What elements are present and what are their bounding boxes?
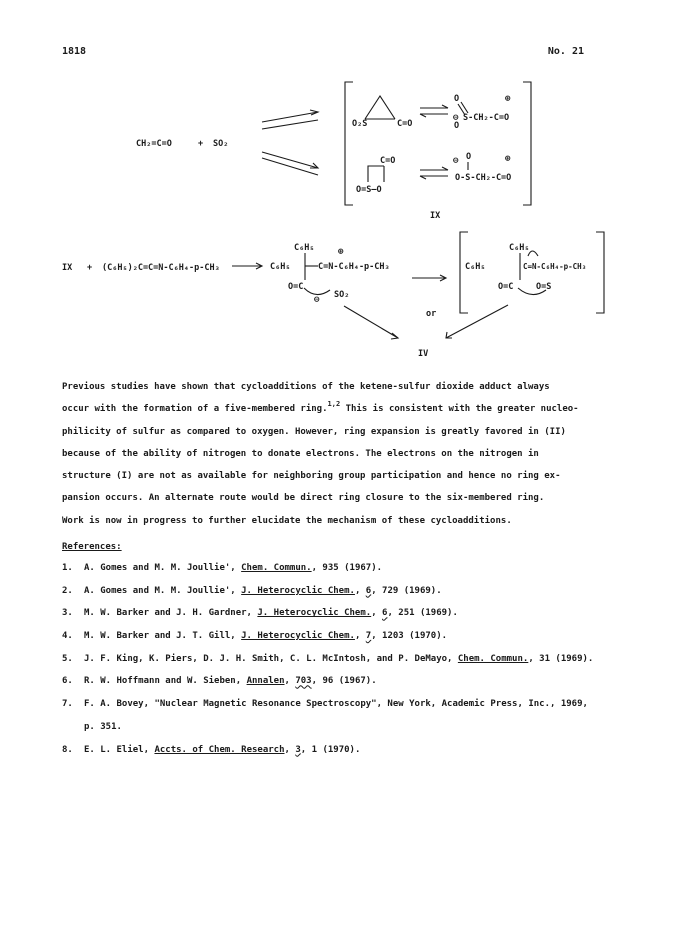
citation-superscript: 1,2 bbox=[327, 400, 341, 409]
adduct-minus: ⊖ bbox=[314, 295, 320, 305]
ring3-left: O₂S bbox=[352, 119, 368, 129]
reference-item: 8. E. L. Eliel, Accts. of Chem. Research, 3, 1 (1970). bbox=[62, 744, 361, 755]
volume: 6 bbox=[365, 585, 372, 596]
oxygen-2: O bbox=[466, 152, 472, 162]
journal-name: J. Heterocyclic Chem. bbox=[257, 608, 372, 619]
body-paragraph bbox=[62, 376, 622, 532]
ring4-top: C=O bbox=[380, 156, 396, 166]
bracket-ring: O=C bbox=[498, 282, 514, 292]
reference-continuation: p. 351. bbox=[84, 721, 122, 732]
adduct-plus: ⊕ bbox=[338, 247, 344, 257]
plus-sign: + bbox=[198, 139, 204, 149]
reference-item: 6. R. W. Hoffmann and W. Sieben, Annalen, 703, 96 (1967). bbox=[62, 676, 377, 687]
adduct-left: C₆H₅ bbox=[270, 262, 291, 272]
references-heading: References: bbox=[62, 542, 122, 552]
intermediate-label: IX bbox=[430, 211, 441, 221]
paragraph-line: structure (I) are not as available for neighboring group participation and hence no ring ex- bbox=[62, 471, 561, 482]
plus-charge-1: ⊕ bbox=[505, 94, 511, 104]
ring4-bottom: O=S—O bbox=[356, 185, 382, 195]
product-label: IV bbox=[418, 349, 429, 359]
adduct-ring: O=C bbox=[288, 282, 304, 292]
sulfur-dioxide: SO₂ bbox=[213, 139, 229, 149]
journal-name: J. Heterocyclic Chem. bbox=[241, 585, 355, 596]
journal-name: Chem. Commun. bbox=[457, 653, 529, 664]
arrow-to-product-right bbox=[446, 305, 508, 338]
bracket-s: O=S bbox=[536, 282, 552, 292]
references-list bbox=[62, 563, 652, 767]
reference-item: 1. A. Gomes and M. M. Joullie', Chem. Commun., 935 (1967). bbox=[62, 563, 383, 573]
paragraph-line: Previous studies have shown that cycloadditions of the ketene-sulfur dioxide adduct always bbox=[62, 382, 550, 392]
four-membered-ring bbox=[368, 166, 384, 182]
bracket-right bbox=[523, 82, 531, 205]
journal-name: J. Heterocyclic Chem. bbox=[241, 631, 355, 642]
minus-charge: ⊖ bbox=[453, 113, 459, 123]
bracket-left-group: C₆H₅ bbox=[465, 262, 486, 272]
adduct-right: C=N-C₆H₄-p-CH₃ bbox=[318, 262, 390, 272]
paragraph-line: because of the ability of nitrogen to donate electrons. The electrons on the nitrogen in bbox=[62, 448, 539, 459]
ring3-right: C=O bbox=[397, 119, 413, 129]
reaction-scheme bbox=[0, 0, 680, 370]
bracket-right-group: C=N-C₆H₄-p-CH₃ bbox=[523, 262, 587, 271]
reference-item: 2. A. Gomes and M. M. Joullie', J. Heterocyclic Chem., 6, 729 (1969). bbox=[62, 585, 442, 596]
oxygen-top: O bbox=[454, 94, 460, 104]
paragraph-line: pansion occurs. An alternate route would be direct ring closure to the six-membered ring. bbox=[62, 493, 545, 504]
arrow-to-product-left bbox=[344, 306, 398, 338]
volume: 3 bbox=[295, 744, 301, 755]
reference-item: 7. F. A. Bovey, "Nuclear Magnetic Resonance Spectroscopy", New York, Academic Press, Inc., 1969, bbox=[62, 699, 588, 710]
bracket-left bbox=[345, 82, 353, 205]
plus-charge-2: ⊕ bbox=[505, 154, 511, 164]
bracket2-left bbox=[460, 232, 468, 313]
or-label: or bbox=[426, 309, 437, 319]
reference-item: 4. M. W. Barker and J. T. Gill, J. Heterocyclic Chem., 7, 1203 (1970). bbox=[62, 631, 448, 642]
minus-charge-2: ⊖ bbox=[453, 156, 459, 166]
journal-name: Chem. Commun. bbox=[241, 563, 312, 573]
equilibrium-arrow-upper-forward bbox=[262, 112, 318, 122]
paragraph-line: Work is now in progress to further elucidate the mechanism of these cycloadditions. bbox=[62, 515, 512, 526]
page-number: 1818 bbox=[62, 46, 87, 57]
zwitterion-2: O-S-CH₂-C=O bbox=[455, 173, 512, 183]
equilibrium-arrow-upper-back bbox=[262, 120, 318, 129]
paragraph-line: occur with the formation of a five-membered ring.$^{1,2}$ This is consistent with the greater nucleo- bbox=[62, 400, 579, 415]
plus-sign-2: + bbox=[87, 263, 93, 273]
ketene: CH₂=C=O bbox=[136, 139, 172, 149]
oxygen-lower: O bbox=[454, 121, 460, 131]
ketenimine: (C₆H₅)₂C=C=N-C₆H₄-p-CH₃ bbox=[102, 263, 220, 273]
adduct-top: C₆H₅ bbox=[294, 243, 315, 253]
reference-item: 5. J. F. King, K. Piers, D. J. H. Smith, C. L. McIntosh, and P. DeMayo, Chem. Commun., 31 (1969). bbox=[62, 653, 594, 664]
adduct-so2: SO₂ bbox=[334, 290, 350, 300]
journal-name: Annalen bbox=[246, 676, 285, 687]
volume: 703 bbox=[295, 676, 312, 687]
journal-name: Accts. of Chem. Research bbox=[154, 744, 285, 755]
volume: 7 bbox=[365, 631, 372, 642]
bracket2-right bbox=[596, 232, 604, 313]
three-membered-ring bbox=[365, 96, 395, 119]
start-ix: IX bbox=[62, 263, 73, 273]
reference-item: 3. M. W. Barker and J. H. Gardner, J. Heterocyclic Chem., 6, 251 (1969). bbox=[62, 608, 458, 619]
volume: 6 bbox=[382, 608, 388, 619]
paragraph-line: philicity of sulfur as compared to oxygen. However, ring expansion is greatly favored in (II) bbox=[62, 426, 566, 437]
bracket-top: C₆H₅ bbox=[509, 243, 530, 253]
issue-number: No. 21 bbox=[547, 46, 584, 57]
zwitterion-1: S-CH₂-C=O bbox=[463, 113, 510, 123]
